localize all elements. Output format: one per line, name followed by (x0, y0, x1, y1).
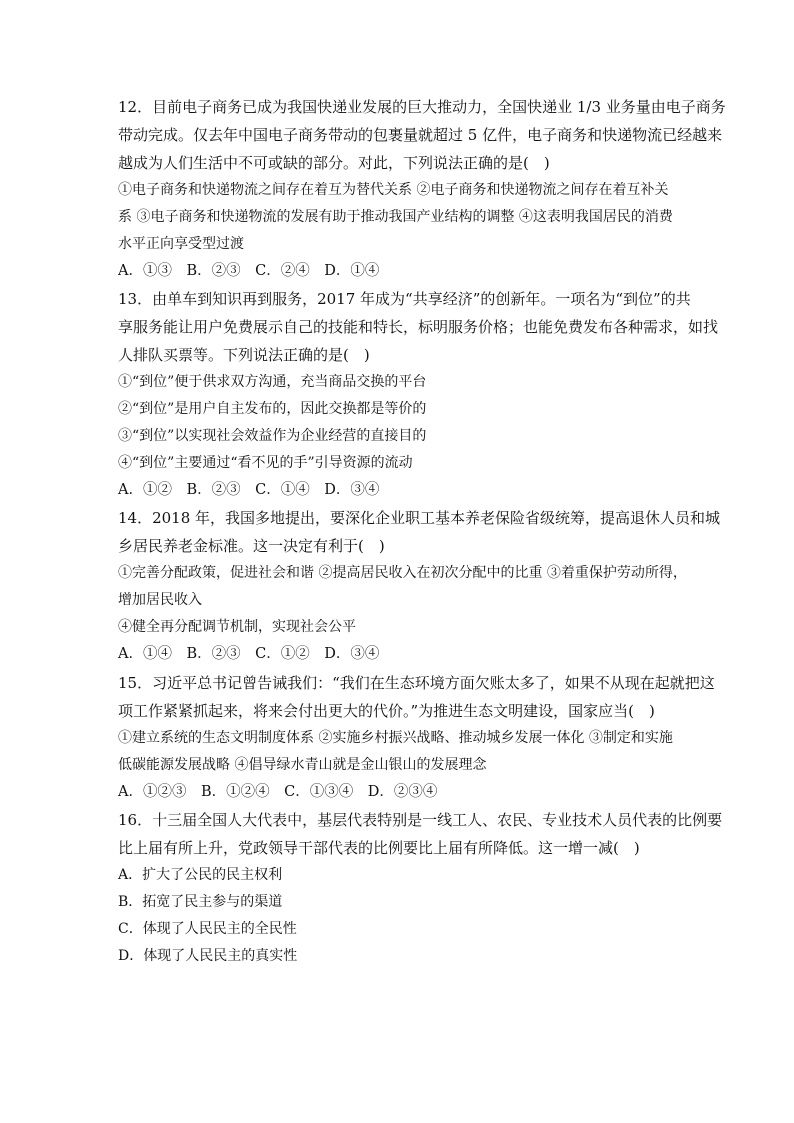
question-15-stem-line-1: 15．习近平总书记曾告诫我们：“我们在生态环境方面欠账太多了，如果不从现在起就把这 (118, 673, 715, 692)
question-13-stem-line-1: 13．由单车到知识再到服务，2017 年成为“共享经济”的创新年。一项名为“到位”的共 (118, 290, 691, 309)
question-13-option-2: ②“到位”是用户自主发布的，因此交换都是等价的 (118, 401, 427, 418)
question-14-option-line-2: 增加居民收入 (118, 592, 202, 609)
question-15 (118, 669, 715, 806)
question-13-stem-line-2: 享服务能让用户免费展示自己的技能和特长，标明服务价格；也能免费发布各种需求，如找 (118, 318, 719, 337)
question-16-choice-b: B．拓宽了民主参与的渠道 (118, 893, 283, 910)
question-14-option-line-1: ①完善分配政策，促进社会和谐 ②提高居民收入在初次分配中的比重 ③着重保护劳动所得， (118, 565, 687, 582)
question-16-choice-a: A．扩大了公民的民主权利 (118, 866, 283, 883)
question-12-option-line-2: 系 ③电子商务和快递物流的发展有助于推动我国产业结构的调整 ④这表明我国居民的消费 (118, 209, 673, 225)
question-12 (118, 93, 726, 285)
question-15-option-line-2: 低碳能源发展战略 ④倡导绿水青山就是金山银山的发展理念 (118, 756, 487, 773)
question-12-option-line-1: ①电子商务和快递物流之间存在着互为替代关系 ②电子商务和快递物流之间存在着互补关 (118, 182, 669, 198)
question-14-stem-line-1: 14．2018 年，我国多地提出，要深化企业职工基本养老保险省级统筹，提高退休人员和城 (118, 509, 721, 528)
question-12-stem-line-1: 12．目前电子商务已成为我国快递业发展的巨大推动力，全国快递业 1/3 业务量由电子商务 (118, 98, 726, 116)
question-12-stem-line-2: 带动完成。仅去年中国电子商务带动的包裹量就超过 5 亿件，电子商务和快递物流已经越来 (118, 126, 723, 144)
question-14 (118, 504, 721, 668)
question-13-option-3: ③“到位”以实现社会效益作为企业经营的直接目的 (118, 428, 427, 445)
question-13-stem-line-3: 人排队买票等。下列说法正确的是( ) (118, 346, 370, 365)
question-14-option-line-3: ④健全再分配调节机制，实现社会公平 (118, 619, 356, 636)
question-15-stem-line-2: 项工作紧紧抓起来，将来会付出更大的代价。”为推进生态文明建设，国家应当( ) (118, 701, 655, 720)
question-14-choices: A．①④ B．②③ C．①② D．③④ (118, 646, 380, 663)
question-13 (118, 285, 719, 504)
question-16-stem-line-1: 16．十三届全国人大代表中，基层代表特别是一线工人、农民、专业技术人员代表的比例要 (118, 810, 723, 829)
question-13-choices: A．①② B．②③ C．①④ D．③④ (118, 482, 380, 499)
question-14-stem-line-2: 乡居民养老金标准。这一决定有利于( ) (118, 537, 385, 556)
question-16-stem-line-2: 比上届有所上升，党政领导干部代表的比例要比上届有所降低。这一增一减( ) (118, 838, 640, 857)
question-13-option-4: ④“到位”主要通过“看不见的手”引导资源的流动 (118, 455, 413, 472)
question-12-stem-line-3: 越成为人们生活中不可或缺的部分。对此，下列说法正确的是( ) (118, 154, 550, 172)
question-12-choices: A．①③ B．②③ C．②④ D．①④ (118, 263, 380, 279)
question-16-choice-d: D．体现了人民民主的真实性 (118, 947, 298, 964)
question-13-option-1: ①“到位”便于供求双方沟通，充当商品交换的平台 (118, 374, 427, 391)
question-12-option-line-3: 水平正向享受型过渡 (118, 236, 244, 252)
question-15-choices: A．①②③ B．①②④ C．①③④ D．②③④ (118, 783, 438, 800)
question-16-choice-c: C．体现了人民民主的全民性 (118, 920, 297, 937)
question-15-option-line-1: ①建立系统的生态文明制度体系 ②实施乡村振兴战略、推动城乡发展一体化 ③制定和实施 (118, 729, 673, 746)
question-16 (118, 806, 723, 970)
document-page (118, 93, 726, 970)
